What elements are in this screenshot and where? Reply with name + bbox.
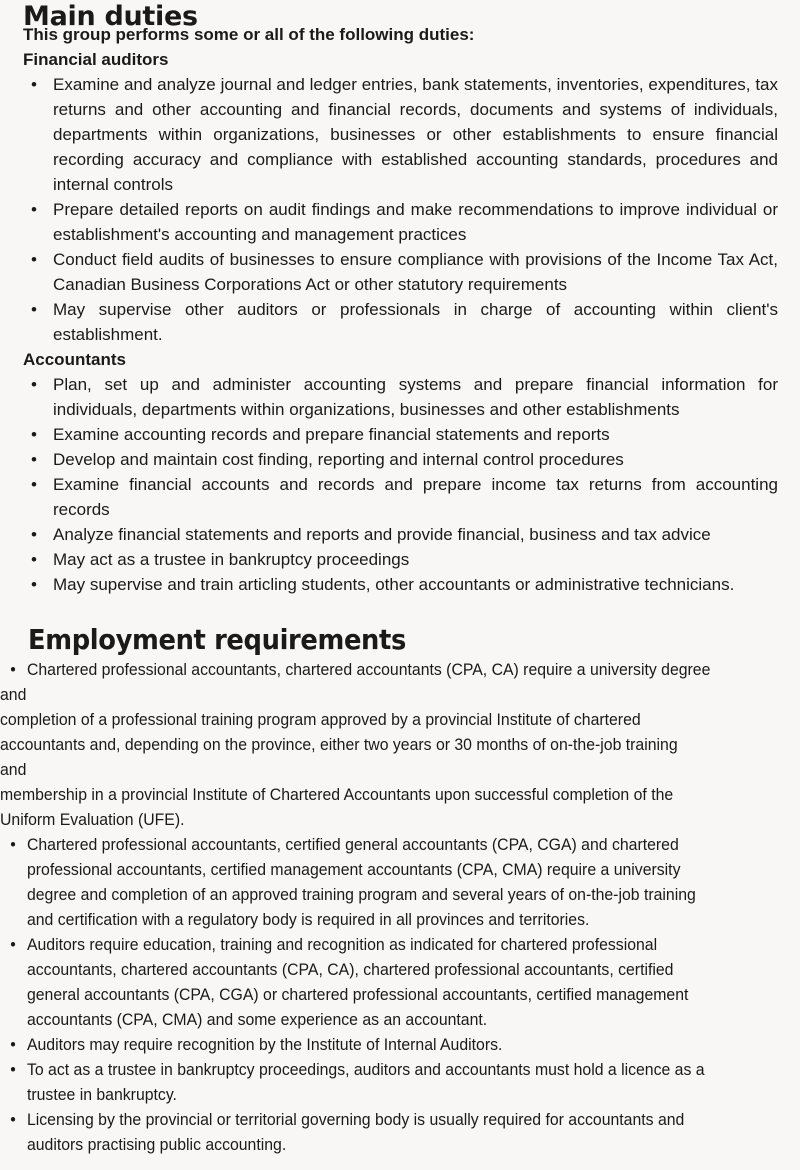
list-item-text: • Chartered professional accountants, chartered accountants (CPA, CA) require a university degree [27,660,710,679]
list-item-text-continuation: general accountants (CPA, CGA) or chartered professional accountants, certified management [26,985,689,1004]
list-item: • Conduct field audits of businesses to ensure compliance with provisions of the Income Tax Act, Canadian Business Corporations Act or other statutory requirements [53,247,778,297]
list-item-text-continuation: Uniform Evaluation (UFE). [0,810,185,829]
list-item-text-continuation: accountants and, depending on the province, either two years or 30 months of on-the-job training [0,735,678,754]
list-item-text: • Licensing by the provincial or territorial governing body is usually required for accountants and [27,1110,684,1129]
list-item: • May supervise and train articling students, other accountants or administrative technicians. [53,572,778,597]
list-item-text: • Auditors may require recognition by the Institute of Internal Auditors. [27,1035,502,1054]
list-item-text: • To act as a trustee in bankruptcy proceedings, auditors and accountants must hold a licence as a [27,1060,705,1079]
list-item: • Examine financial accounts and records and prepare income tax returns from accounting records [53,472,778,522]
list-item-text-continuation: and [0,760,27,779]
financial-auditors-list [53,72,778,347]
employment-requirement-item [0,657,800,832]
financial-auditors-heading: Financial auditors [23,50,169,69]
main-duties-heading: Main duties [23,1,198,32]
list-item-text-continuation: completion of a professional training program approved by a provincial Institute of chartered [0,710,641,729]
list-item-text-continuation: auditors practising public accounting. [26,1135,287,1154]
employment-requirement-item [0,832,800,932]
list-item-text-continuation: trustee in bankruptcy. [26,1085,177,1104]
employment-requirements-list [0,657,800,1157]
list-item: • Examine and analyze journal and ledger entries, bank statements, inventories, expenditures, tax returns and other accounting and financial records, documents and systems of individuals, departments within organizations, businesses or other establishments to ensure financial recording accuracy and compliance with established accounting standards, procedures and internal controls [53,72,778,197]
main-duties-intro: This group performs some or all of the following duties: [23,25,475,44]
list-item: • Analyze financial statements and reports and provide financial, business and tax advice [53,522,778,547]
list-item-text-continuation: accountants (CPA, CMA) and some experience as an accountant. [26,1010,488,1029]
list-item-text-continuation: accountants, chartered accountants (CPA, CA), chartered professional accountants, certified [26,960,674,979]
list-item-text-continuation: and certification with a regulatory body is required in all provinces and territories. [26,910,590,929]
list-item-text-continuation: professional accountants, certified management accountants (CPA, CMA) require a university [26,860,681,879]
employment-requirement-item [0,1107,800,1157]
accountants-heading: Accountants [23,350,126,369]
list-item: • Prepare detailed reports on audit findings and make recommendations to improve individual or establishment's accounting and management practices [53,197,778,247]
list-item: • Examine accounting records and prepare financial statements and reports [53,422,778,447]
employment-requirement-item [0,932,800,1032]
list-item: • May act as a trustee in bankruptcy proceedings [53,547,778,572]
list-item-text-continuation: degree and completion of an approved training program and several years of on-the-job training [26,885,696,904]
list-item-text-continuation: membership in a provincial Institute of Chartered Accountants upon successful completion of the [0,785,674,804]
list-item: • Develop and maintain cost finding, reporting and internal control procedures [53,447,778,472]
employment-requirement-item [0,1032,800,1057]
list-item-text: • Auditors require education, training and recognition as indicated for chartered professional [27,935,657,954]
employment-requirements-heading: Employment requirements [28,623,406,656]
employment-requirement-item [0,1057,800,1107]
list-item: • Plan, set up and administer accounting systems and prepare financial information for individuals, departments within organizations, businesses and other establishments [53,372,778,422]
list-item: • May supervise other auditors or professionals in charge of accounting within client's establishment. [53,297,778,347]
list-item-text-continuation: and [0,685,27,704]
list-item-text: • Chartered professional accountants, certified general accountants (CPA, CGA) and chartered [27,835,679,854]
accountants-list [53,372,778,597]
